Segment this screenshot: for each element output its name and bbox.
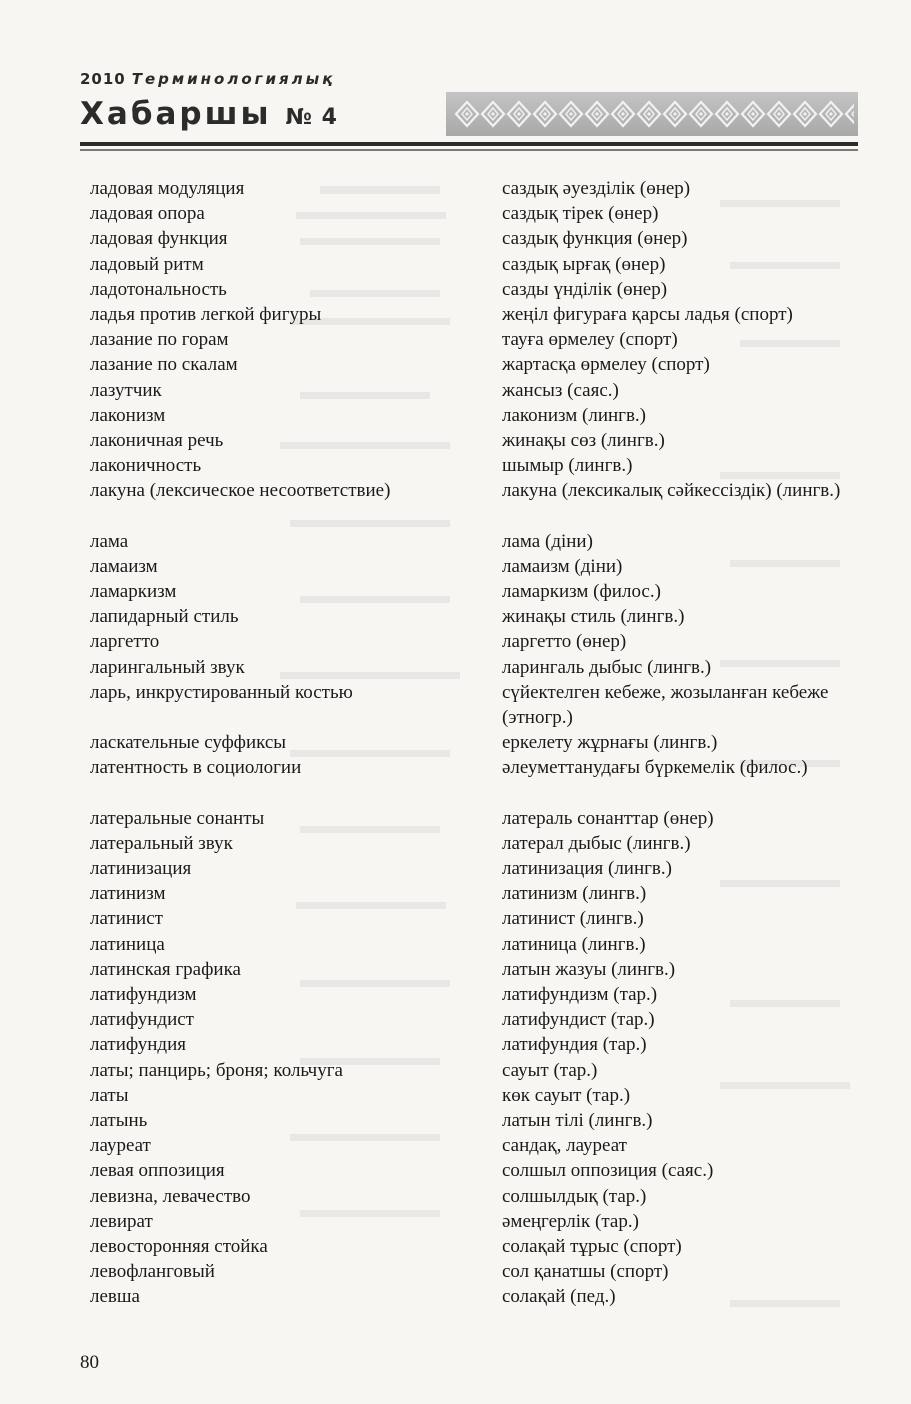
- kazakh-term: ламаизм (діни): [502, 555, 623, 577]
- kazakh-term: саздық ырғақ (өнер): [502, 253, 666, 275]
- russian-term: левша: [90, 1286, 140, 1308]
- kazakh-term: солшыл оппозиция (саяс.): [502, 1160, 714, 1182]
- kazakh-term: жансыз (саяс.): [502, 379, 619, 401]
- russian-term: латеральные сонанты: [90, 807, 265, 829]
- russian-term: лазание по горам: [90, 329, 229, 351]
- russian-term: латынь: [90, 1109, 148, 1131]
- kazakh-term: солақай (пед.): [502, 1286, 616, 1308]
- kazakh-term: латерал дыбыс (лингв.): [502, 832, 691, 854]
- journal-title-word1: Терминологиялық: [131, 70, 336, 88]
- kazakh-term: латифундия (тар.): [502, 1034, 647, 1056]
- kazakh-term: сауыт (тар.): [502, 1059, 598, 1081]
- russian-term: ламаизм: [90, 555, 158, 577]
- kazakh-term: сандақ, лауреат: [502, 1135, 627, 1157]
- russian-term: лапидарный стиль: [90, 606, 239, 628]
- journal-title-line1: [80, 70, 335, 88]
- kazakh-term: жеңіл фигураға қарсы ладья (спорт): [502, 303, 793, 325]
- kazakh-term: ларгетто (өнер): [502, 631, 627, 653]
- russian-term: ларь, инкрустированный костью: [90, 681, 353, 703]
- russian-term: латеральный звук: [90, 832, 233, 854]
- russian-term: ларгетто: [90, 631, 160, 653]
- kazakh-term: солақай тұрыс (спорт): [502, 1235, 682, 1257]
- kazakh-term: ламаркизм (филос.): [502, 581, 661, 603]
- russian-term: лаконизм: [90, 404, 166, 426]
- blank-line: [90, 781, 490, 806]
- kazakh-term: шымыр (лингв.): [502, 455, 633, 477]
- kazakh-term: латиница (лингв.): [502, 933, 646, 955]
- kazakh-term: латинист (лингв.): [502, 908, 644, 930]
- russian-term: левират: [90, 1210, 153, 1232]
- ornament-band: [446, 92, 858, 136]
- kazakh-term: латифундист (тар.): [502, 1009, 655, 1031]
- russian-term: левофланговый: [90, 1261, 215, 1283]
- ornament-pattern-icon: [454, 92, 854, 136]
- russian-term: ладотональность: [90, 278, 227, 300]
- russian-term: левосторонняя стойка: [90, 1235, 268, 1257]
- russian-term: ларингальный звук: [90, 656, 245, 678]
- kazakh-term: латын тілі (лингв.): [502, 1109, 653, 1131]
- kazakh-term: лама (діни): [502, 530, 593, 552]
- russian-term: ласкательные суффиксы: [90, 732, 287, 754]
- russian-term: лаконичность: [90, 455, 202, 477]
- kazakh-term: жинақы стиль (лингв.): [502, 606, 685, 628]
- russian-term: латентность в социологии: [90, 757, 302, 779]
- kazakh-term: латинизация (лингв.): [502, 858, 672, 880]
- header-rule-thin: [80, 149, 858, 151]
- kazakh-term: саздық тірек (өнер): [502, 203, 659, 225]
- kazakh-term: сүйектелген кебеже, жозыланған кебеже (этногр.): [502, 681, 829, 728]
- kazakh-term: латифундизм (тар.): [502, 984, 658, 1006]
- russian-term: ладовый ритм: [90, 253, 204, 275]
- page-number: 80: [80, 1352, 99, 1373]
- header-rule-thick: [80, 142, 858, 146]
- russian-term: латинская графика: [90, 958, 241, 980]
- russian-term: латифундист: [90, 1009, 194, 1031]
- journal-title-line2: [80, 96, 338, 132]
- russian-term: ладовая функция: [90, 228, 228, 250]
- russian-term: латифундизм: [90, 984, 197, 1005]
- blank-line: [90, 503, 490, 528]
- russian-term: ладовая опора: [90, 203, 205, 225]
- russian-term: латиница: [90, 933, 165, 955]
- russian-term: лазание по скалам: [90, 354, 238, 376]
- russian-term: латы; панцирь; броня; кольчуга: [90, 1059, 343, 1081]
- kazakh-terms-column: [502, 176, 882, 1309]
- russian-term: латифундия: [90, 1034, 186, 1056]
- russian-term: латинизация: [90, 858, 192, 880]
- kazakh-term: латинизм (лингв.): [502, 883, 647, 905]
- blank-line: [90, 705, 490, 730]
- kazakh-term: жинақы сөз (лингв.): [502, 429, 665, 451]
- russian-term: ламаркизм: [90, 581, 177, 602]
- kazakh-term: сол қанатшы (спорт): [502, 1261, 669, 1283]
- russian-term: левая оппозиция: [90, 1160, 225, 1182]
- kazakh-term: көк сауыт (тар.): [502, 1084, 631, 1106]
- russian-term: латинист: [90, 908, 163, 930]
- russian-term: ладья против легкой фигуры: [90, 303, 322, 325]
- russian-term: лауреат: [90, 1135, 151, 1157]
- kazakh-term: латераль сонанттар (өнер): [502, 807, 714, 829]
- russian-terms-column: [90, 176, 490, 1309]
- kazakh-term: саздық әуезділік (өнер): [502, 178, 691, 199]
- kazakh-term: латын жазуы (лингв.): [502, 958, 676, 980]
- russian-term: латинизм: [90, 883, 166, 905]
- kazakh-term: лакуна (лексикалық сәйкессіздік) (лингв.): [502, 480, 841, 502]
- russian-term: ладовая модуляция: [90, 178, 245, 199]
- page-header: [0, 0, 911, 170]
- kazakh-term: әмеңгерлік (тар.): [502, 1210, 639, 1232]
- kazakh-term: сазды үнділік (өнер): [502, 278, 668, 300]
- kazakh-term: әлеуметтанудағы бүркемелік (филос.): [502, 757, 808, 779]
- kazakh-term: ларингаль дыбыс (лингв.): [502, 656, 712, 678]
- journal-title-word2: Хабаршы: [80, 96, 272, 132]
- issue-number: № 4: [285, 105, 338, 130]
- kazakh-term: саздық функция (өнер): [502, 228, 688, 250]
- russian-term: левизна, левачество: [90, 1185, 251, 1207]
- journal-year: 2010: [80, 70, 126, 88]
- kazakh-term: солшылдық (тар.): [502, 1185, 647, 1207]
- kazakh-term: тауға өрмелеу (спорт): [502, 329, 678, 351]
- russian-term: лама: [90, 530, 129, 552]
- russian-term: лакуна (лексическое несоответствие): [90, 480, 391, 502]
- russian-term: лазутчик: [90, 379, 162, 401]
- russian-term: лаконичная речь: [90, 429, 224, 451]
- kazakh-term: жартасқа өрмелеу (спорт): [502, 354, 710, 376]
- kazakh-term: еркелету жұрнағы (лингв.): [502, 732, 718, 754]
- kazakh-term: лаконизм (лингв.): [502, 404, 647, 426]
- russian-term: латы: [90, 1084, 129, 1106]
